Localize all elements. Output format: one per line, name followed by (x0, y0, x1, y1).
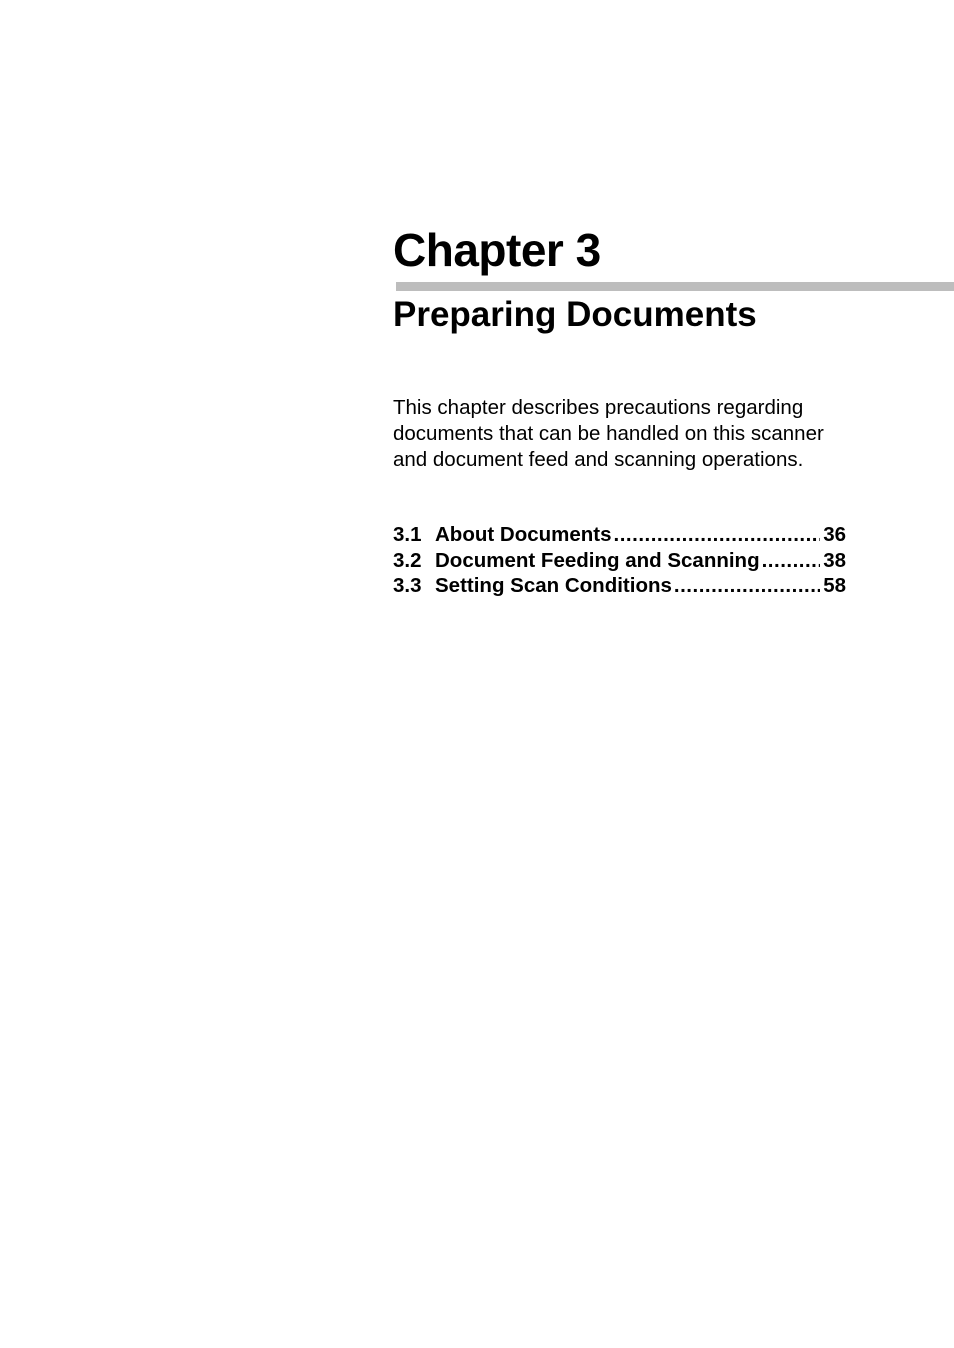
chapter-rule-divider (396, 282, 954, 291)
toc-dot-leader (762, 548, 821, 574)
toc-page-number: 38 (823, 548, 846, 572)
toc-entry-3-2[interactable] (393, 548, 846, 574)
toc-section-number: 3.3 (393, 574, 422, 597)
toc-section-title: Setting Scan Conditions (435, 574, 672, 597)
toc-page-number: 58 (823, 574, 846, 597)
toc-section-title: About Documents (435, 523, 612, 546)
toc-dot-leader (614, 522, 821, 548)
chapter-title: Preparing Documents (393, 295, 757, 334)
chapter-intro-paragraph: This chapter describes precautions regarding documents that can be handled on this scanner and document feed and scanning operations. (393, 396, 824, 471)
toc-entry-3-3[interactable] (393, 573, 846, 599)
toc-dot-leader (674, 573, 820, 599)
toc-page-number: 36 (823, 523, 846, 546)
toc-section-number: 3.2 (393, 548, 422, 572)
table-of-contents (393, 522, 846, 599)
toc-entry-3-1[interactable] (393, 522, 846, 548)
toc-section-title: Document Feeding and Scanning (435, 548, 760, 572)
toc-section-number: 3.1 (393, 523, 422, 546)
chapter-label: Chapter 3 (393, 224, 601, 276)
